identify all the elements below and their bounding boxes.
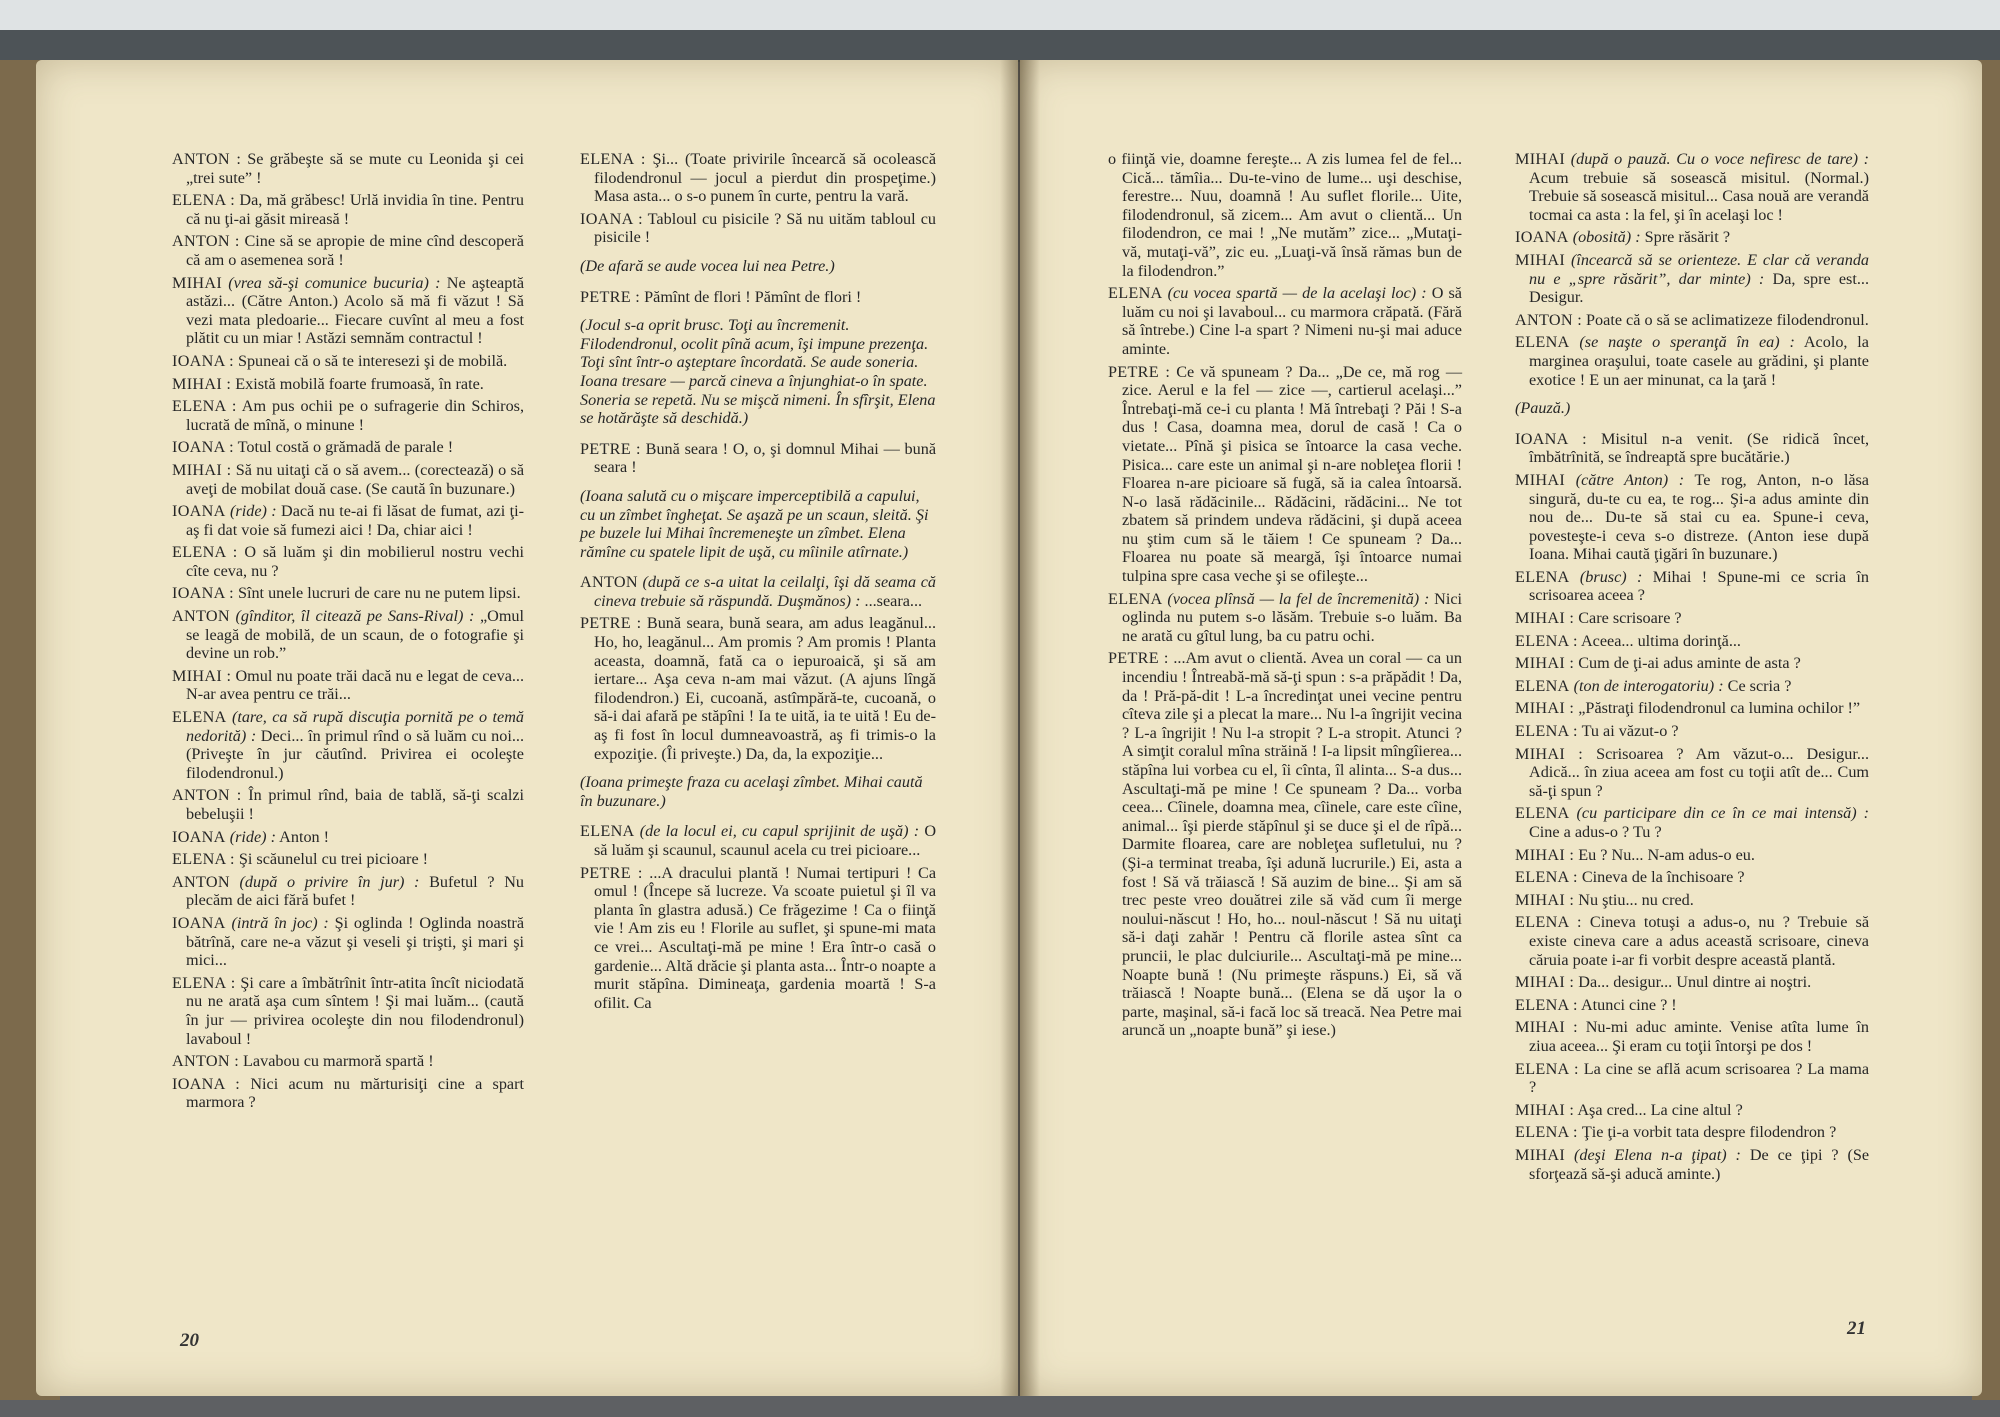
speaker-name: ELENA [1108, 284, 1163, 303]
dialogue-line [1515, 568, 1869, 605]
dialogue-line [580, 822, 936, 859]
stage-direction: (Ioana salută cu o mişcare imperceptibilă a capului, cu un zîmbet îngheţat. Se aşază pe un scaun, sleită. Şi pe buzele lui Mihai încremeneşte un zîmbet. Elena rămîne cu spatele lipit de uşă, cu mîinile atîrnate.) [580, 486, 929, 561]
speaker-name: ELENA : [1515, 1123, 1578, 1142]
dialogue-line [172, 461, 524, 498]
dialogue-text: Nu ştiu... nu cred. [1578, 890, 1694, 909]
dialogue-text: Se grăbeşte să se mute cu Leonida şi cei „trei sute” ! [186, 150, 525, 187]
right-page-column-1 [1108, 150, 1462, 1044]
speaker-name: IOANA [172, 913, 226, 932]
dialogue-line [172, 584, 524, 603]
dialogue-text: O să luăm cu noi şi lavaboul... cu marmora crăpată. (Fără să întrebe.) Cine l-a spart ? Nimeni nu-şi mai aduce aminte. [1122, 284, 1462, 358]
dialogue-line [172, 708, 524, 782]
dialogue-text: Mihai ! Spune-mi ce scria în scrisoarea aceea ? [1529, 567, 1870, 605]
dialogue-text: De ce ţipi ? (Se sforţează să-şi aducă aminte.) [1529, 1145, 1870, 1183]
speaker-name: IOANA [1515, 228, 1569, 247]
speaker-name: MIHAI : [1515, 744, 1584, 763]
speaker-direction: (după o pauză. Cu o voce nefiresc de tare) : [1570, 150, 1869, 168]
speaker-name: PETRE : [1108, 362, 1171, 381]
dialogue-text: Şi care a îmbătrînit într-atita încît niciodată nu ne arată aşa cum sîntem ! Şi mai luăm... (caută în jur — privirea ocoleşte din nou filodendronul) lavaboul ! [186, 973, 525, 1048]
speaker-direction: (ride) : [229, 827, 276, 846]
dialogue-text: Da, mă grăbesc! Urlă invidia în tine. Pentru că nu ţi-ai găsit mireasă ! [186, 191, 525, 228]
speaker-name: ELENA : [1515, 995, 1578, 1014]
speaker-direction: (de la locul ei, cu capul sprijinit de uşă) : [639, 822, 920, 841]
dialogue-text: Ne aşteaptă astăzi... (Către Anton.) Acolo să mă fi văzut ! Să vezi mata pledoarie... Fiecare cuvînt al meu a fost plătit cu un miar ! Astăzi semnăm contractul ! [186, 273, 524, 348]
dialogue-line [580, 440, 936, 477]
speaker-name: ANTON [172, 607, 230, 626]
dialogue-text: ...seara... [864, 591, 923, 610]
speaker-name: ELENA [1108, 589, 1163, 608]
dialogue-line [172, 850, 524, 869]
speaker-name: ELENA : [1515, 722, 1578, 741]
dialogue-text: Scrisoarea ? Am văzut-o... Desigur... Adică... în ziua aceea am fost cu toţii atît de... Cum să-ţi spun ? [1529, 744, 1870, 800]
dialogue-text: Am pus ochii pe o sufragerie din Schiros, lucrată de mînă, o minune ! [186, 397, 525, 434]
dialogue-text: La cine se află acum scrisoarea ? La mama ? [1529, 1059, 1870, 1097]
dialogue-line [1108, 649, 1462, 1039]
speaker-name: ELENA : [1515, 1059, 1579, 1078]
dialogue-line [1515, 891, 1869, 910]
speaker-name: ELENA : [1515, 868, 1578, 887]
left-page-column-2 [580, 150, 936, 1016]
dialogue-line [172, 667, 524, 704]
dialogue-text: Nici acum nu mărturisiţi cine a spart marmora ? [186, 1074, 524, 1112]
dialogue-line [1515, 609, 1869, 628]
dialogue-text: Acolo, la marginea oraşului, toate casele au grădini, şi plante exotice ! E un aer minunat, ca la ţară ! [1529, 333, 1869, 389]
dialogue-line [172, 974, 524, 1048]
speaker-name: PETRE : [580, 287, 641, 306]
speaker-direction: (ton de interogatoriu) : [1573, 676, 1724, 695]
dialogue-text: Există mobilă foarte frumoasă, în rate. [235, 374, 484, 393]
dialogue-text: Şi oglinda ! Oglinda noastră bătrînă, care ne-a văzut şi veseli şi trişti, şi mari şi mici... [186, 913, 525, 970]
dialogue-text: Atunci cine ? ! [1580, 995, 1677, 1014]
speaker-direction: (tare, ca să rupă discuţia pornită pe o temă nedorită) : [186, 708, 524, 745]
speaker-name: MIHAI : [1515, 1100, 1575, 1119]
dialogue-line [172, 438, 524, 457]
speaker-direction: (brusc) : [1579, 567, 1643, 586]
dialogue-text: Care scrisoare ? [1578, 609, 1682, 628]
dialogue-text: Nici oglinda nu putem s-o lăsăm. Trebuie s-o luăm. Ba ne arată cu gîtul lung, ba cu patru ochi. [1122, 589, 1463, 645]
speaker-name: ELENA : [172, 397, 237, 416]
dialogue-line [172, 352, 524, 371]
dialogue-line [172, 150, 524, 187]
speaker-direction: (gînditor, îl citează pe Sans-Rival) : [235, 607, 475, 626]
speaker-name: IOANA : [172, 584, 234, 603]
dialogue-text: Spre răsărit ? [1644, 228, 1731, 247]
dialogue-line [1515, 868, 1869, 887]
dialogue-line [580, 150, 936, 206]
speaker-name: MIHAI : [172, 666, 232, 685]
dialogue-text: Da... desigur... Unul dintre ai noştri. [1578, 973, 1812, 992]
dialogue-line [1515, 228, 1869, 247]
dialogue-text: Bună seara ! O, o, şi domnul Mihai — bună seara ! [594, 439, 937, 477]
dialogue-text: Să nu uitaţi că o să avem... (corectează) o să aveţi de mobilat două case. (Se caută în buzunare.) [186, 460, 525, 498]
speaker-name: MIHAI : [172, 374, 232, 393]
dialogue-text: Ţie ţi-a vorbit tata despre filodendron ? [1581, 1123, 1837, 1142]
dialogue-line [1515, 677, 1869, 696]
speaker-direction: (cu vocea spartă — de la acelaşi loc) : [1167, 284, 1427, 303]
dialogue-text: „Omul se leagă de mobilă, de un scaun, de o fotografie şi devine un rob.” [186, 607, 525, 663]
dialogue-text: Tabloul cu pisicile ? Să nu uităm tabloul cu pisicile ! [594, 209, 936, 247]
speaker-direction: (deşi Elena n-a ţipat) : [1573, 1145, 1741, 1164]
dialogue-line [172, 502, 524, 539]
dialogue-line [1515, 150, 1869, 224]
background-top [0, 0, 2000, 32]
dialogue-line [1515, 430, 1869, 467]
stage-direction: (De afară se aude vocea lui nea Petre.) [580, 256, 835, 275]
speaker-name: ELENA [1515, 804, 1570, 823]
speaker-name: PETRE : [1108, 649, 1169, 668]
dialogue-line [1515, 722, 1869, 741]
dialogue-line [1515, 311, 1869, 330]
dialogue-text: Pămînt de flori ! Pămînt de flori ! [644, 287, 862, 306]
dialogue-text: Eu ? Nu... N-am adus-o eu. [1578, 845, 1755, 864]
speaker-name: ANTON : [172, 150, 242, 168]
dialogue-text: Ce scria ? [1727, 676, 1792, 695]
dialogue-line [172, 397, 524, 434]
stage-direction: (Ioana primeşte fraza cu acelaşi zîmbet. Mihai caută în buzunare.) [580, 773, 923, 810]
speaker-name: MIHAI : [1515, 890, 1575, 909]
dialogue-text: Acum trebuie să sosească misitul. (Normal.) Trebuie să sosească misitul... Casa nouă are verandă tocmai ca asta : la fel, şi în acelaşi loc ! [1529, 168, 1869, 224]
dialogue-text: Aşa cred... La cine altul ? [1577, 1100, 1743, 1119]
dialogue-line [1515, 1018, 1869, 1055]
speaker-name: MIHAI [1515, 470, 1566, 489]
speaker-name: ANTON : [172, 232, 240, 251]
speaker-name: MIHAI [1515, 1145, 1566, 1164]
dialogue-line [1108, 284, 1462, 358]
speaker-direction: (vocea plînsă — la fel de încremenită) : [1167, 589, 1430, 608]
stage-direction: (Jocul s-a oprit brusc. Toţi au încremenit. Filodendronul, ocolit pînă acum, îşi impune prezenţa. Toţi sînt într-o aşteptare încordată. Se aude soneria. Ioana tresare — parcă cineva a înjunghiat-o în spate. Soneria se repetă. Nu se mişcă nimeni. În sfîrşit, Elena se hotărăşte să deschidă.) [580, 316, 936, 428]
dialogue-line [1515, 1060, 1869, 1097]
dialogue-text: Lavabou cu marmoră spartă ! [243, 1052, 434, 1071]
speaker-direction: (către Anton) : [1575, 470, 1685, 489]
dialogue-line [580, 864, 936, 1013]
dialogue-text: Aceea... ultima dorinţă... [1580, 631, 1741, 650]
speaker-name: ELENA : [172, 191, 236, 210]
dialogue-line [172, 375, 524, 394]
speaker-name: PETRE : [580, 863, 643, 882]
dialogue-line [1515, 973, 1869, 992]
book-binding [0, 30, 2000, 62]
speaker-name: PETRE : [580, 614, 642, 633]
dialogue-line [1515, 251, 1869, 307]
right-page-column-2 [1515, 150, 1869, 1187]
speaker-name: ELENA : [172, 543, 238, 562]
dialogue-line [1108, 590, 1462, 646]
speaker-direction: (ride) : [230, 502, 277, 521]
dialogue-text: Deci... în primul rînd o să luăm cu noi... (Priveşte în jur căutînd. Privirea ei ocoleşte filodendronul.) [186, 726, 524, 782]
speaker-direction: (cu participare din ce în ce mai intensă) : [1576, 804, 1869, 823]
dialogue-line [1515, 745, 1869, 801]
speaker-name: ELENA [1515, 676, 1570, 695]
dialogue-line [1515, 471, 1869, 564]
dialogue-line [172, 274, 524, 348]
speaker-name: IOANA : [172, 351, 234, 370]
dialogue-line [1108, 363, 1462, 586]
dialogue-line [1515, 1146, 1869, 1183]
dialogue-text: Anton ! [279, 827, 330, 846]
left-page-column-1 [172, 150, 524, 1116]
speaker-name: MIHAI : [1515, 609, 1575, 628]
dialogue-text: „Păstraţi filodendronul ca lumina ochilor !” [1578, 699, 1861, 718]
speaker-name: PETRE : [580, 439, 641, 458]
speaker-name: IOANA [172, 827, 226, 846]
dialogue-line [172, 191, 524, 228]
dialogue-line [1515, 913, 1869, 969]
dialogue-line [1515, 1101, 1869, 1120]
dialogue-text: O să luăm şi scaunul, scaunul acela cu trei picioare... [594, 822, 937, 859]
dialogue-text: Şi... (Toate privirile încearcă să ocolească filodendronul — jocul a pierdut din prospeţime.) Masa asta... o s-o punem în curte, pentru la vară. [594, 150, 937, 206]
dialogue-line [580, 210, 936, 247]
speaker-name: MIHAI : [1515, 654, 1575, 673]
dialogue-text: Şi scăunelul cu trei picioare ! [238, 850, 429, 869]
stage-direction: (Pauză.) [1515, 399, 1571, 418]
dialogue-line [580, 288, 936, 307]
speaker-name: ELENA : [580, 150, 646, 168]
dialogue-line [172, 828, 524, 847]
speaker-name: IOANA : [172, 1074, 241, 1093]
dialogue-text: Cine să se apropie de mine cînd descoperă că am o asemenea soră ! [186, 232, 524, 269]
dialogue-line [1515, 996, 1869, 1015]
dialogue-text: Tu ai văzut-o ? [1581, 722, 1679, 741]
dialogue-line [172, 1052, 524, 1071]
speaker-name: ANTON [172, 872, 230, 891]
dialogue-line [580, 573, 936, 610]
dialogue-line [1108, 150, 1462, 280]
dialogue-line [172, 607, 524, 663]
speaker-direction: (încearcă să se orienteze. E clar că veranda nu e „spre răsărit”, dar minte) : [1529, 250, 1870, 288]
dialogue-text: o fiinţă vie, doamne fereşte... A zis lumea fel de fel... Cică... tămîia... Du-te-vino de lume... uşi deschise, ferestre... Nuu, doamnă ! Au suflet florile... Uite, filodendronul, să zicem... Am avut o clientă... Un filodendron, ce mai ! „Ne mutăm” zice... „Mutaţi-vă, mutaţi-vă”, zic eu. „Luaţi-vă însă rămas bun de la filodendron.” [1108, 150, 1462, 280]
dialogue-line [1515, 1123, 1869, 1142]
dialogue-text: ...A dracului plantă ! Numai tertipuri ! Ca omul ! (Începe să lucreze. Va scoate puietul şi îl va planta în glastra adusă.) Ce frăgezime ! Ca o fiinţă vie ! Am zis eu ! Florile au suflet, şi spune-mi mata ce vrei... Ascultaţi-mă pe mine ! Era într-o casă o gardenie... Altă drăcie şi planta asta... Într-o noapte a murit stăpîna. Dimineaţa, gardenia moartă ! S-a ofilit. Ca [594, 863, 936, 1012]
dialogue-text: Cineva de la închisoare ? [1581, 868, 1745, 887]
page-number-left: 20 [180, 1330, 199, 1351]
dialogue-line [1515, 804, 1869, 841]
speaker-name: ELENA [1515, 567, 1570, 586]
page-gutter [1000, 60, 1040, 1396]
speaker-name: MIHAI : [1515, 973, 1575, 992]
dialogue-line [172, 914, 524, 970]
speaker-name: ELENA : [1515, 913, 1582, 932]
speaker-name: ANTON : [172, 1052, 239, 1071]
dialogue-text: În primul rînd, baia de tablă, să-ţi scalzi bebeluşii ! [186, 786, 525, 823]
dialogue-text: Misitul n-a venit. (Se ridică încet, îmbătrînită, se îndreaptă spre bucătărie.) [1529, 429, 1870, 467]
dialogue-line [1515, 632, 1869, 651]
speaker-direction: (obosită) : [1572, 228, 1641, 247]
speaker-direction: (după o privire în jur) : [239, 872, 420, 891]
dialogue-line [1515, 699, 1869, 718]
dialogue-text: Spuneai că o să te interesezi şi de mobilă. [237, 351, 508, 370]
dialogue-line [1515, 654, 1869, 673]
dialogue-text: Te rog, Anton, n-o lăsa singură, du-te cu ea, te rog... Şi-a adus aminte din nou de... Du-te să stai cu ea. Spune-i ceva, povesteşte-i ceva s-o distreze. (Anton iese după Ioana. Mihai caută ţigări în buzunare.) [1529, 470, 1869, 564]
dialogue-line [172, 1075, 524, 1112]
speaker-name: MIHAI : [1515, 845, 1575, 864]
speaker-name: ANTON [580, 573, 638, 592]
speaker-name: ELENA : [1515, 631, 1578, 650]
dialogue-line [172, 543, 524, 580]
dialogue-line [580, 614, 936, 763]
speaker-name: ELENA [1515, 333, 1570, 352]
dialogue-text: Bună seara, bună seara, am adus leagănul... Ho, ho, leagănul... Am promis ? Am promis ! Planta aceasta, doamnă, fată ca o iepuroaică, şi să am iertare... Aşa ceva n-am mai văzut. (A ajuns lîngă filodendron.) Ei, cucoană, astîmpără-te, cucoană, o să-i dai afară pe stăpîni ! Ia te uită, ia te uită ! Eu de-aş fi fost în locul dumneavoastră, aş fi trimis-o la expoziţie. (Îi priveşte.) Da, da, la expoziţie... [594, 614, 937, 763]
dialogue-line [172, 232, 524, 269]
speaker-direction: (se naşte o speranţă în ea) : [1579, 333, 1795, 352]
dialogue-text: O să luăm şi din mobilierul nostru vechi cîte ceva, nu ? [186, 543, 525, 580]
dialogue-line [172, 786, 524, 823]
speaker-name: ELENA : [172, 973, 236, 992]
speaker-name: MIHAI : [1515, 699, 1575, 718]
speaker-name: MIHAI : [172, 460, 232, 479]
speaker-name: ANTON : [172, 786, 242, 805]
dialogue-text: Dacă nu te-ai fi lăsat de fumat, azi ţi-aş fi dat voie să fumezi aici ! Da, chiar aici ! [186, 502, 525, 539]
speaker-direction: (vrea să-şi comunice bucuria) : [228, 273, 441, 292]
speaker-name: MIHAI [1515, 150, 1566, 168]
dialogue-text: Da, spre est... Desigur. [1529, 269, 1869, 307]
dialogue-text: Nu-mi aduc aminte. Venise atîta lume în ziua aceea... Şi eram cu toţii întorşi pe dos ! [1529, 1018, 1869, 1055]
speaker-name: ELENA : [172, 850, 235, 869]
speaker-name: IOANA : [1515, 429, 1587, 448]
page-number-right: 21 [1847, 1318, 1866, 1339]
dialogue-text: Cine a adus-o ? Tu ? [1529, 823, 1662, 841]
speaker-direction: (intră în joc) : [231, 913, 329, 932]
speaker-name: MIHAI [1515, 250, 1566, 269]
speaker-direction: (după ce s-a uitat la ceilalţi, îşi dă seama că cineva trebuie să răspundă. Duşmănos) : [594, 573, 937, 610]
speaker-name: ANTON : [1515, 310, 1582, 329]
dialogue-text: Bufetul ? Nu plecăm de aici fără bufet ! [186, 872, 524, 910]
dialogue-text: Cum de ţi-ai adus aminte de asta ? [1578, 654, 1801, 673]
dialogue-line [172, 873, 524, 910]
speaker-name: ELENA [172, 708, 227, 727]
dialogue-text: Totul costă o grămadă de parale ! [237, 438, 454, 457]
speaker-name: IOANA : [580, 209, 643, 228]
dialogue-text: Ce vă spuneam ? Da... „De ce, mă rog — zice. Aerul e la fel — zice —, cartierul acelaşi...” Întrebaţi-mă ce-i cu planta ! Mă întrebaţi ? Păi ! S-a dus ! Casa, doamna mea, dorul de casă ! Ca o vietate... Pînă şi pisica se întoarce la casa veche. Pisica... care este un animal şi n-are nobleţea florii ! Floarea n-are picioare să fugă, să ia calea întoarsă. N-o lasă rădăcinile... Rădăcini, rădăcini... Ne tot zbatem să prindem undeva rădăcini, şi după aceea nu ştim cum să le tăiem ! Ce spuneam ? Da... Floarea nu poate să meargă, îşi întoarce numai tulpina spre casa veche şi se ofileşte... [1122, 362, 1463, 586]
dialogue-text: Cineva totuşi a adus-o, nu ? Trebuie să existe cineva care a adus această scrisoare, cineva căruia poate i-ar fi vorbit despre această plantă. [1529, 913, 1869, 969]
speaker-name: ELENA [580, 822, 635, 841]
speaker-name: IOANA [172, 502, 226, 521]
dialogue-line [1515, 333, 1869, 389]
speaker-name: MIHAI [172, 273, 223, 292]
speaker-name: MIHAI : [1515, 1018, 1578, 1037]
dialogue-text: Poate că o să se aclimatizeze filodendronul. [1586, 310, 1869, 329]
dialogue-text: ...Am avut o clientă. Avea un coral — ca un incendiu ! Întreabă-mă să-ţi spun : s-a prăpădit ! Da, da ! Pră-pă-dit ! L-a încredinţat unei vecine pentru cîteva zile şi a plecat la mare... Nu l-a îngrijit vecina ? L-a îngrijit ! Nu l-a stropit ? L-a stropit. Atunci ? A simţit coralul mîna străină ! I-a lipsit mîngîierea... stăpîna lui vorbea cu el, îi cînta, îl alinta... S-a dus... Ascultaţi-mă pe mine ! Ce spuneam ? Da... vorba ceea... Cîinele, doamna mea, cîinele, care este cîine, animal... îşi pierde stăpînul şi se duce şi el de rîpă... Darmite floarea, care are nobleţea sufletului, nu ? (Şi-a terminat treaba, îşi adună lucrurile.) Ei, asta a fost ! Să vă trăiască ! Să auzim de bine... Şi am să trec peste vreo douătrei zile să văd cum îi merge noului-născut ! Ho, ho... noul-născut ! Să nu uitaţi să-i daţi zahăr ! Pentru că florile astea sînt ca pruncii, le plac dulciurile... Ascultaţi-mă pe mine... Noapte bună ! (Nu primeşte răspuns.) Ei, să vă trăiască ! Noapte bună... (Elena se dă uşor la o parte, maşinal, să-i facă loc să treacă. Nea Petre mai aruncă un „noapte bună” şi iese.) [1122, 649, 1462, 1040]
dialogue-text: Sînt unele lucruri de care nu ne putem lipsi. [237, 584, 521, 603]
speaker-name: IOANA : [172, 438, 234, 457]
dialogue-line [1515, 846, 1869, 865]
dialogue-text: Omul nu poate trăi dacă nu e legat de ceva... N-ar avea pentru ce trăi... [186, 666, 525, 704]
